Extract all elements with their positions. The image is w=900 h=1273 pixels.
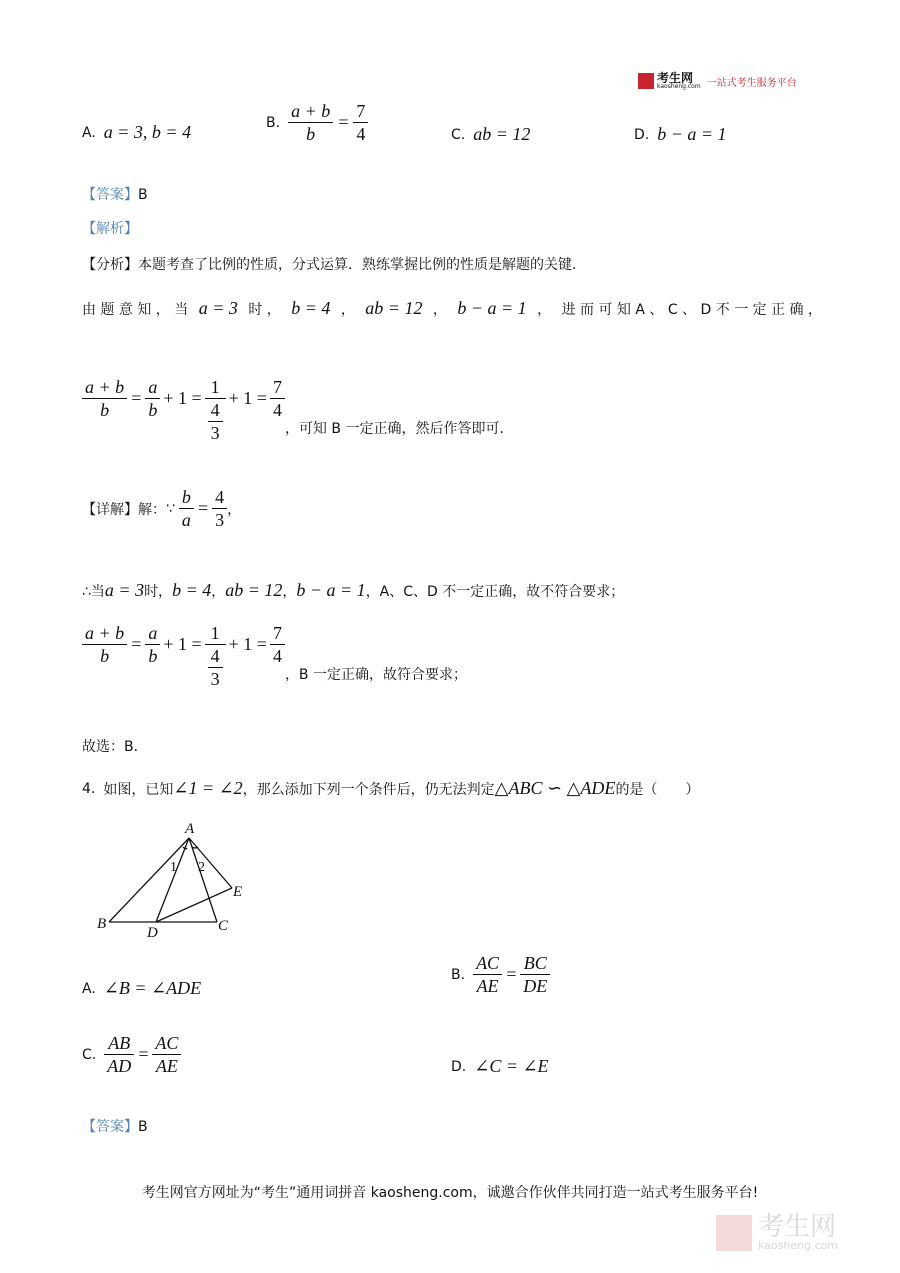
watermark-logo-icon — [716, 1215, 752, 1251]
fenxi-text: 本题考查了比例的性质，分式运算．熟练掌握比例的性质是解题的关键． — [138, 257, 586, 273]
expr: ab = 12 — [365, 298, 423, 318]
footer-text: 考生网官方网址为“考生”通用词拼音 kaosheng.com，诚邀合作伙伴共同打造一站式考生服务平台! — [141, 1185, 759, 1201]
fraction: $\frac{a + b}{b}$ — [288, 100, 333, 145]
label-b: B — [97, 916, 107, 932]
fenxi-tag: 【分析】 — [82, 257, 138, 273]
option-label: D. — [634, 126, 650, 143]
option-label: A. — [82, 124, 96, 141]
q4-option-d — [451, 1056, 549, 1077]
q3-option-c — [451, 124, 530, 145]
text: 时 ， — [248, 301, 281, 318]
text: 由 题 意 知 ， 当 — [82, 301, 189, 318]
expr: b = 4 — [172, 580, 212, 600]
option-label: C. — [451, 126, 466, 143]
expr: ∠1 = ∠2 — [173, 778, 243, 798]
detail-line2: ∴当 a = 3 时， b = 4 ， ab = 12 ， b − a = 1 ，A、C、D 不一定正确，故不符合要求； — [82, 580, 625, 600]
segment-ab — [109, 838, 189, 922]
q4-answer — [82, 1116, 148, 1136]
label-a: A — [185, 821, 195, 837]
expr: ab = 12 — [225, 580, 283, 600]
option-label: B. — [266, 114, 281, 131]
expr: a = 3 — [104, 580, 145, 600]
segment-ac — [189, 838, 217, 922]
q3-option-d — [634, 124, 727, 145]
answer-value: B — [138, 187, 148, 203]
text: 的是（ ） — [615, 781, 700, 798]
text: ，那么添加下列一个条件后，仍无法判定 — [242, 781, 495, 798]
detail-tag: 【详解】 — [82, 501, 138, 518]
triangle-figure — [92, 818, 252, 938]
expr: b − a = 1 — [296, 580, 366, 600]
text: ∵ — [166, 500, 175, 517]
segment-ae — [189, 838, 232, 888]
label-c: C — [218, 918, 229, 934]
expr: b = 4 — [291, 298, 331, 318]
text: 进 而 可 知 A 、 C 、 D 不 一 定 正 确 ， — [561, 301, 822, 318]
kaosheng-logo-icon — [638, 73, 654, 89]
analysis-calc: $\frac{a + b}{b}$ = $\frac{a}{b}$ + 1 = $\frac{1}{\frac{4}{3}}$ + 1 = $\frac{7}{4}$ ，可知 B 一定正确，然后作答即可． — [82, 376, 513, 444]
q4-option-c: C. $\frac{AB}{AD}$ = $\frac{AC}{AE}$ — [82, 1032, 181, 1077]
answer-tag: 【答案】 — [82, 1119, 138, 1135]
answer-value: B — [138, 1119, 148, 1135]
q3-option-b: B. $\frac{a + b}{b}$ = $\frac{7}{4}$ — [266, 100, 368, 145]
detail-line1: 【详解】 解： ∵ $\frac{b}{a}$ = $\frac{4}{3}$ ， — [82, 487, 242, 530]
option-expr: b − a = 1 — [657, 124, 727, 144]
text: 解： — [138, 501, 166, 518]
text: ， — [227, 501, 242, 518]
analysis-fenxi — [82, 254, 586, 274]
fraction: $\frac{7}{4}$ — [353, 100, 368, 145]
label-angle-1: 1 — [170, 860, 177, 875]
header-logo[interactable] — [638, 72, 797, 90]
watermark-domain: kaosheng.com — [758, 1239, 839, 1252]
question-number: 4. — [82, 780, 96, 797]
watermark — [716, 1214, 838, 1251]
q4-option-a — [82, 978, 201, 999]
calc-suffix: ，可知 B 一定正确，然后作答即可． — [284, 421, 514, 437]
header-slogan: 一站式考生服务平台 — [706, 77, 797, 89]
answer-tag: 【答案】 — [82, 187, 138, 203]
option-label: D. — [451, 1058, 467, 1075]
q4-stem — [82, 778, 699, 799]
angle-2-arc — [192, 847, 198, 848]
analysis-tag: 【解析】 — [82, 221, 138, 237]
expr: △ABC ∽ △ADE — [494, 778, 616, 798]
label-e: E — [233, 884, 243, 900]
text: ，A、C、D 不一定正确，故不符合要求； — [365, 583, 625, 600]
option-label: A. — [82, 980, 96, 997]
q3-answer — [82, 184, 148, 204]
label-angle-2: 2 — [198, 860, 205, 875]
expr: a = 3 — [198, 298, 238, 318]
text: ∴当 — [82, 583, 105, 600]
detail-choice: 故选：B． — [82, 739, 148, 755]
option-expr: ∠C = ∠E — [474, 1056, 549, 1076]
expr: b − a = 1 — [457, 298, 527, 318]
q3-option-a — [82, 122, 191, 143]
watermark-title: 考生网 — [758, 1212, 837, 1242]
q4-option-b: B. $\frac{AC}{AE}$ = $\frac{BC}{DE}$ — [451, 952, 550, 997]
calc-suffix: ，B 一定正确，故符合要求； — [284, 667, 467, 683]
label-d: D — [147, 925, 158, 938]
option-expr: ∠B = ∠ADE — [103, 978, 202, 998]
logo-name: 考生网 — [657, 71, 694, 85]
analysis-line2: 由 题 意 知 ， 当 a = 3 时 ， b = 4 ， ab = 12 ， b − a = 1 ， 进 而 可 知 A 、 C 、 D 不 一 定 正 确 ， — [82, 298, 822, 318]
text: 时， — [144, 583, 173, 600]
option-expr: a = 3, b = 4 — [103, 122, 192, 142]
option-label: C. — [82, 1046, 97, 1063]
option-label: B. — [451, 966, 466, 983]
text: 如图，已知 — [103, 781, 174, 798]
detail-calc: $\frac{a + b}{b}$ = $\frac{a}{b}$ + 1 = $\frac{1}{\frac{4}{3}}$ + 1 = $\frac{7}{4}$ ，B 一定正确，故符合要求； — [82, 622, 467, 690]
logo-domain: kaosheng.com — [657, 83, 701, 90]
option-expr: ab = 12 — [473, 124, 531, 144]
